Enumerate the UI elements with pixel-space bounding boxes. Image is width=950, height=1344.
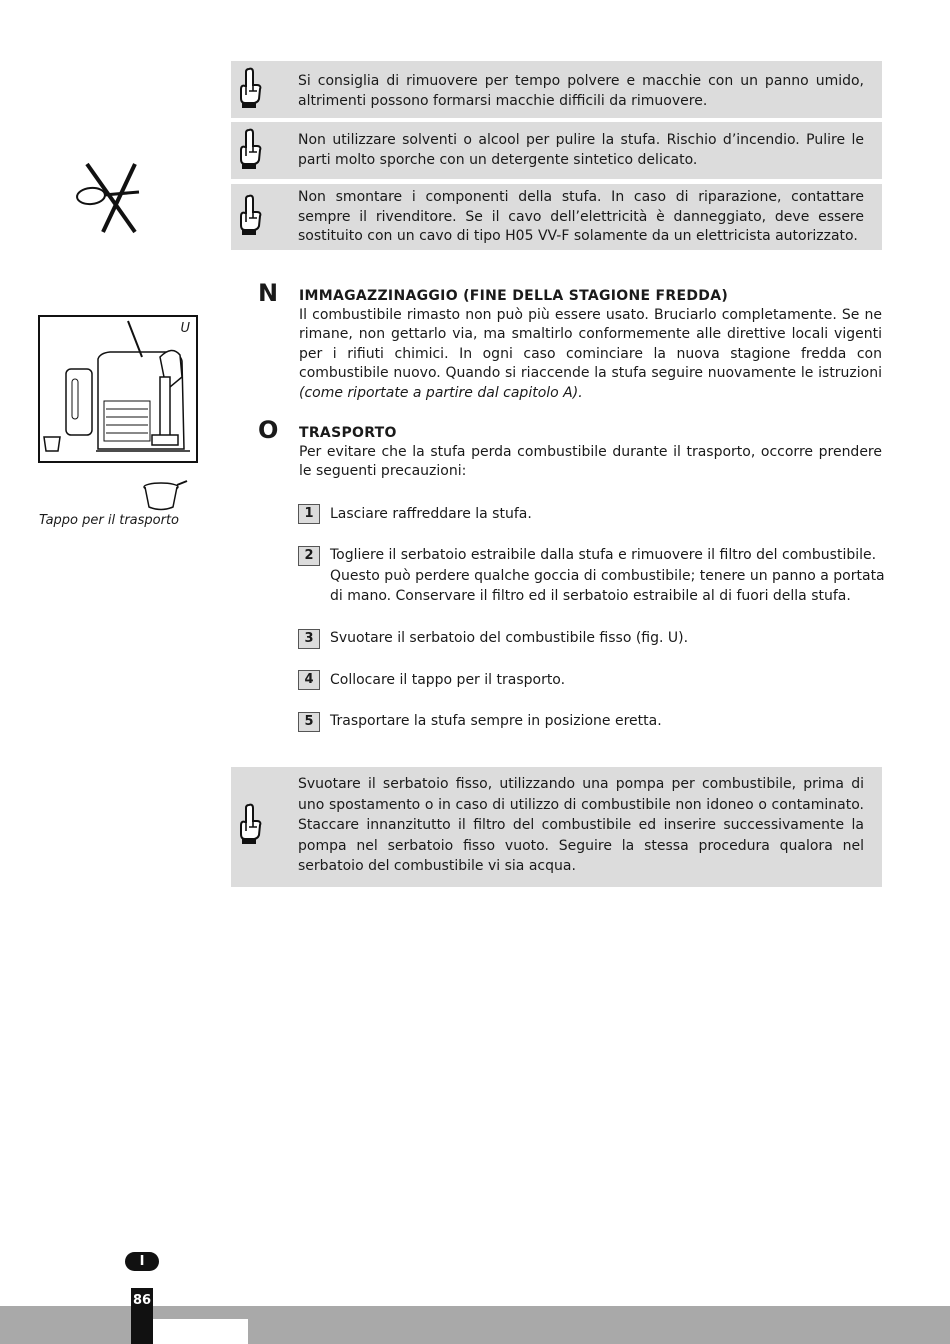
step-number: 5 (298, 712, 320, 732)
step-number: 4 (298, 670, 320, 690)
note-box (231, 122, 882, 179)
pointing-hand-icon (237, 128, 263, 170)
pointing-hand-icon (237, 194, 263, 236)
note-text: Si consiglia di rimuovere per tempo polvere e macchie con un panno umido, altrimenti possono formarsi macchie difficili da rimuovere. (298, 73, 864, 109)
pointing-hand-icon (237, 803, 263, 845)
note-box (231, 61, 882, 118)
note-box (231, 184, 882, 250)
language-badge: I (125, 1252, 159, 1271)
step-number: 1 (298, 504, 320, 524)
section-body-text: Il combustibile rimasto non può più essere usato. Bruciarlo completamente. Se ne rimane, non gettarlo via, ma smaltirlo conformemente alle direttive locali vigenti per i rifiuti chimici. In ogni caso cominciare la nuova stagione fredda con combustibile nuovo. Quando si riaccende la stufa seguire nuovamente le istruzioni (299, 307, 882, 382)
pointing-hand-icon (237, 67, 263, 109)
step-text: Lasciare raffreddare la stufa. (330, 506, 532, 522)
section-title: IMMAGAZZINAGGIO (FINE DELLA STAGIONE FREDDA) (299, 288, 729, 304)
note-box (231, 767, 882, 887)
section-body-italic: (come riportate a partire dal capitolo A). (299, 384, 583, 401)
section-body (299, 306, 882, 403)
transport-cap-icon (141, 479, 189, 513)
step-text: Collocare il tappo per il trasporto. (330, 672, 566, 688)
step-text: Trasportare la stufa sempre in posizione eretta. (330, 713, 662, 729)
section-title: TRASPORTO (299, 425, 397, 441)
step-text: Togliere il serbatoio estraibile dalla stufa e rimuovere il filtro del combustibile. Questo può perdere qualche goccia di combustibile; tenere un panno a portata di mano. Conservare il filtro ed il serbatoio estraibile al di fuori della stufa. (330, 547, 885, 604)
note-text: Non smontare i componenti della stufa. In caso di riparazione, contattare sempre il rivenditore. Se il cavo dell’elettricità è danneggiato, deve essere sostituito con un cavo di tipo H05 VV-F solamente da un elettricista autorizzato. (298, 189, 864, 244)
note-text: Non utilizzare solventi o alcool per pulire la stufa. Rischio d’incendio. Pulire le parti molto sporche con un detergente sintetico delicato. (298, 132, 864, 168)
caption: Tappo per il trasporto (39, 513, 179, 528)
no-screwdriver-icon (73, 160, 145, 236)
step-number: 2 (298, 546, 320, 566)
section-letter: N (258, 279, 279, 307)
step-number: 3 (298, 629, 320, 649)
section-intro: Per evitare che la stufa perda combustibile durante il trasporto, occorre prendere le seguenti precauzioni: (299, 444, 882, 480)
figure-u (38, 315, 198, 463)
section-letter: O (258, 416, 279, 444)
stove-illustration (40, 317, 196, 461)
step-text: Svuotare il serbatoio del combustibile fisso (fig. U). (330, 630, 689, 646)
footer-gap (153, 1319, 248, 1344)
page-number: 86 (132, 1293, 152, 1308)
note-text: Svuotare il serbatoio fisso, utilizzando una pompa per combustibile, prima di uno spostamento o in caso di utilizzo di combustibile non idoneo o contaminato. Staccare innanzitutto il filtro del combustibile ed inserire successivamente la pompa nel serbatoio fisso vuoto. Seguire la stessa procedura qualora nel serbatoio del combustibile vi sia acqua. (298, 776, 864, 875)
figure-label: U (180, 321, 190, 336)
